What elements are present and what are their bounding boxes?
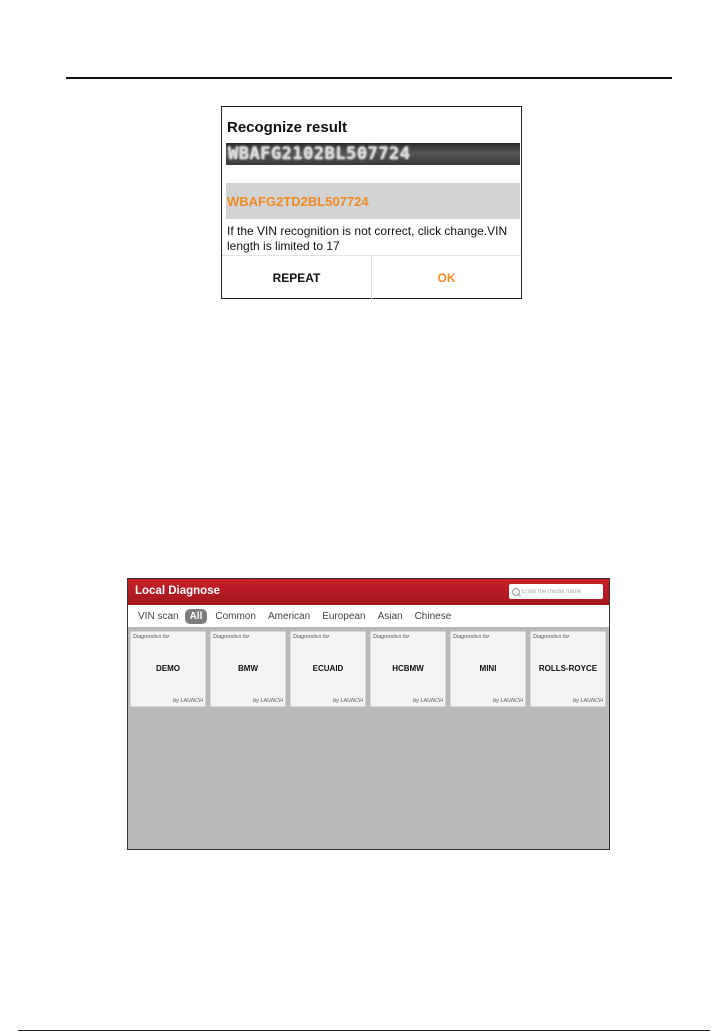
page-footer-rule — [18, 1030, 710, 1031]
card-vendor: by LAUNCH — [253, 698, 283, 704]
card-name: MINI — [479, 664, 497, 673]
software-card-ecuaid[interactable] — [290, 631, 366, 707]
software-card-bmw[interactable] — [210, 631, 286, 707]
software-card-demo[interactable] — [130, 631, 206, 707]
vehicle-software-grid — [130, 631, 608, 707]
card-vendor: by LAUNCH — [173, 698, 203, 704]
tab-all[interactable]: All — [185, 609, 208, 624]
card-caption: Diagnostics for — [373, 634, 410, 640]
card-caption: Diagnostics for — [453, 634, 490, 640]
ok-button[interactable]: OK — [437, 270, 456, 285]
page-header-rule — [66, 77, 672, 79]
software-card-rolls-royce[interactable] — [530, 631, 606, 707]
card-caption: Diagnostics for — [133, 634, 170, 640]
card-vendor: by LAUNCH — [413, 698, 443, 704]
vin-result-value: WBAFG2TD2BL507724 — [227, 194, 369, 209]
model-search-box[interactable] — [509, 584, 603, 599]
dialog-button-row — [222, 255, 521, 299]
software-card-mini[interactable] — [450, 631, 526, 707]
card-name: HCBMW — [392, 664, 424, 673]
card-vendor: by LAUNCH — [573, 698, 603, 704]
card-caption: Diagnostics for — [533, 634, 570, 640]
card-name: BMW — [238, 664, 258, 673]
tab-common[interactable]: Common — [215, 610, 256, 622]
app-title: Local Diagnose — [135, 585, 220, 597]
tab-european[interactable]: European — [322, 610, 366, 622]
tab-asian[interactable]: Asian — [377, 610, 403, 622]
tab-vin-scan[interactable]: VIN scan — [138, 610, 179, 622]
search-icon — [512, 588, 520, 596]
vin-capture-text: WBAFG2102BL507724 — [228, 144, 411, 164]
software-card-hcbmw[interactable] — [370, 631, 446, 707]
recognize-result-dialog — [221, 106, 522, 299]
card-name: ROLLS-ROYCE — [538, 664, 598, 673]
card-caption: Diagnostics for — [293, 634, 330, 640]
vin-capture-image — [226, 143, 520, 165]
vin-result-field[interactable] — [226, 183, 520, 219]
local-diagnose-screen — [127, 578, 610, 850]
tab-american[interactable]: American — [267, 610, 311, 622]
model-search-input[interactable] — [522, 589, 602, 595]
repeat-button[interactable]: REPEAT — [222, 256, 372, 299]
app-header — [128, 579, 609, 605]
card-vendor: by LAUNCH — [333, 698, 363, 704]
dialog-title: Recognize result — [227, 119, 348, 136]
tab-chinese[interactable]: Chinese — [414, 610, 452, 622]
category-tabs — [128, 605, 609, 627]
card-name: ECUAID — [312, 664, 344, 673]
card-caption: Diagnostics for — [213, 634, 250, 640]
card-name: DEMO — [156, 664, 180, 673]
card-vendor: by LAUNCH — [493, 698, 523, 704]
dialog-message: If the VIN recognition is not correct, click change.VIN length is limited to 17 — [227, 224, 508, 253]
